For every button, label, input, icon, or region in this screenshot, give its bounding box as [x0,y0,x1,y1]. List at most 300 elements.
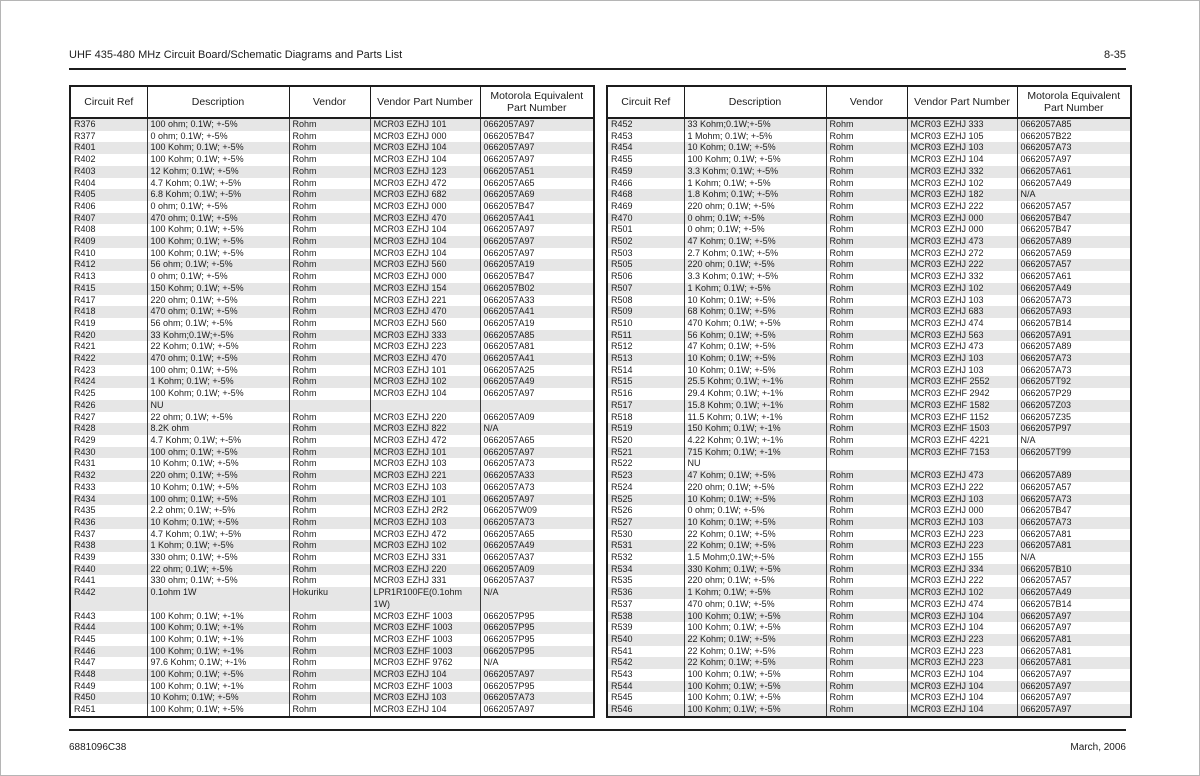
table-row [70,622,594,634]
cell-circuit-ref: R410 [70,248,147,260]
table-row [607,131,1131,143]
cell-description: 10 Kohm; 0.1W; +-5% [684,295,826,307]
table-row [607,657,1131,669]
cell-description: 3.3 Kohm; 0.1W; +-5% [684,166,826,178]
cell-circuit-ref: R442 [70,587,147,610]
table-row [607,224,1131,236]
cell-description: 12 Kohm; 0.1W; +-5% [147,166,289,178]
table-row [70,692,594,704]
cell-circuit-ref: R422 [70,353,147,365]
cell-description: 47 Kohm; 0.1W; +-5% [684,236,826,248]
cell-vendor: Rohm [826,295,907,307]
cell-circuit-ref: R436 [70,517,147,529]
cell-description: NU [147,400,289,412]
table-row [70,494,594,506]
cell-motorola-part-number: 0662057A73 [1017,142,1131,154]
cell-vendor: Rohm [826,599,907,611]
cell-circuit-ref: R512 [607,341,684,353]
cell-circuit-ref: R455 [607,154,684,166]
cell-vendor: Rohm [289,166,370,178]
col-header-circuit-ref: Circuit Ref [607,86,684,118]
table-row [607,564,1131,576]
table-row [70,341,594,353]
cell-description: 100 Kohm; 0.1W; +-5% [147,154,289,166]
cell-vendor-part-number: MCR03 EZHF 1003 [370,634,480,646]
cell-description: 1.5 Mohm;0.1W;+-5% [684,552,826,564]
cell-description: 10 Kohm; 0.1W; +-5% [147,482,289,494]
cell-vendor: Rohm [826,587,907,599]
cell-motorola-part-number: 0662057A73 [1017,365,1131,377]
cell-circuit-ref: R542 [607,657,684,669]
cell-circuit-ref: R532 [607,552,684,564]
cell-motorola-part-number: 0662057A69 [480,189,594,201]
cell-vendor: Rohm [826,142,907,154]
cell-description: 0 ohm; 0.1W; +-5% [147,271,289,283]
table-row [607,646,1131,658]
cell-vendor-part-number: MCR03 EZHF 1503 [907,423,1017,435]
cell-vendor: Rohm [826,470,907,482]
cell-motorola-part-number: 0662057A81 [1017,657,1131,669]
cell-vendor: Rohm [826,611,907,623]
table-row [607,681,1131,693]
cell-description: 100 Kohm; 0.1W; +-5% [684,622,826,634]
col-header-description: Description [147,86,289,118]
table-row [607,435,1131,447]
cell-circuit-ref: R544 [607,681,684,693]
cell-description: 1 Kohm; 0.1W; +-5% [684,178,826,190]
cell-circuit-ref: R434 [70,494,147,506]
table-header [607,86,1131,118]
cell-motorola-part-number: 0662057A37 [480,575,594,587]
cell-motorola-part-number: 0662057A41 [480,306,594,318]
cell-circuit-ref: R446 [70,646,147,658]
cell-vendor-part-number: MCR03 EZHJ 272 [907,248,1017,260]
cell-circuit-ref: R531 [607,540,684,552]
cell-vendor: Rohm [826,482,907,494]
cell-circuit-ref: R525 [607,494,684,506]
cell-description: 22 ohm; 0.1W; +-5% [147,564,289,576]
cell-circuit-ref: R517 [607,400,684,412]
cell-description: 10 Kohm; 0.1W; +-5% [147,517,289,529]
cell-vendor-part-number: MCR03 EZHF 4221 [907,435,1017,447]
cell-circuit-ref: R404 [70,178,147,190]
cell-circuit-ref: R425 [70,388,147,400]
cell-motorola-part-number: 0662057A73 [480,482,594,494]
cell-circuit-ref: R546 [607,704,684,717]
cell-motorola-part-number: 0662057A73 [1017,494,1131,506]
cell-vendor-part-number: MCR03 EZHJ 104 [370,142,480,154]
cell-vendor-part-number: MCR03 EZHJ 102 [907,283,1017,295]
table-row [70,517,594,529]
cell-circuit-ref: R406 [70,201,147,213]
cell-description: 100 Kohm; 0.1W; +-1% [147,622,289,634]
cell-motorola-part-number: 0662057A85 [480,330,594,342]
cell-circuit-ref: R449 [70,681,147,693]
cell-vendor-part-number: MCR03 EZHJ 563 [907,330,1017,342]
cell-motorola-part-number: 0662057A97 [480,494,594,506]
cell-description: 100 Kohm; 0.1W; +-1% [147,646,289,658]
cell-description: 47 Kohm; 0.1W; +-5% [684,341,826,353]
cell-description: 4.7 Kohm; 0.1W; +-5% [147,435,289,447]
table-row [70,376,594,388]
cell-vendor: Rohm [826,447,907,459]
cell-vendor-part-number: MCR03 EZHJ 223 [370,341,480,353]
cell-vendor: Rohm [289,669,370,681]
table-row [70,388,594,400]
cell-vendor-part-number: MCR03 EZHJ 000 [907,224,1017,236]
col-header-vendor: Vendor [826,86,907,118]
cell-motorola-part-number: 0662057P95 [480,646,594,658]
table-row [607,283,1131,295]
cell-circuit-ref: R433 [70,482,147,494]
cell-vendor-part-number: MCR03 EZHJ 332 [907,166,1017,178]
header-row [70,86,594,118]
cell-circuit-ref: R524 [607,482,684,494]
table-row [70,154,594,166]
cell-circuit-ref: R402 [70,154,147,166]
table-row [70,669,594,681]
cell-vendor-part-number: MCR03 EZHF 2942 [907,388,1017,400]
cell-motorola-part-number: 0662057B47 [480,131,594,143]
page-header [69,49,1126,61]
cell-circuit-ref: R412 [70,259,147,271]
cell-description: 150 Kohm; 0.1W; +-1% [684,423,826,435]
cell-motorola-part-number: 0662057A59 [1017,248,1131,260]
right-table-body [607,118,1131,717]
footer-part-number: 6881096C38 [69,742,127,753]
cell-circuit-ref: R534 [607,564,684,576]
cell-vendor-part-number: MCR03 EZHJ 102 [370,376,480,388]
cell-vendor-part-number: MCR03 EZHJ 101 [370,494,480,506]
cell-description: 100 Kohm; 0.1W; +-5% [684,154,826,166]
cell-vendor-part-number: MCR03 EZHJ 104 [370,236,480,248]
cell-vendor-part-number: MCR03 EZHF 9762 [370,657,480,669]
table-row [607,470,1131,482]
cell-vendor-part-number: LPR1R100FE(0.1ohm 1W) [370,587,480,610]
table-row [70,611,594,623]
table-row [607,154,1131,166]
cell-vendor: Rohm [826,634,907,646]
cell-circuit-ref: R426 [70,400,147,412]
cell-motorola-part-number [480,400,594,412]
table-row [607,458,1131,470]
cell-circuit-ref: R427 [70,412,147,424]
cell-vendor-part-number: MCR03 EZHJ 2R2 [370,505,480,517]
cell-description: 10 Kohm; 0.1W; +-5% [684,142,826,154]
cell-description: 4.7 Kohm; 0.1W; +-5% [147,178,289,190]
cell-vendor-part-number: MCR03 EZHJ 682 [370,189,480,201]
col-header-motorola-part-number: Motorola Equivalent Part Number [480,86,594,118]
cell-vendor: Rohm [826,365,907,377]
table-row [607,236,1131,248]
table-row [70,118,594,131]
cell-description: 10 Kohm; 0.1W; +-5% [147,692,289,704]
cell-description: 22 Kohm; 0.1W; +-5% [684,540,826,552]
cell-vendor-part-number: MCR03 EZHJ 470 [370,213,480,225]
table-row [607,599,1131,611]
table-row [607,166,1131,178]
cell-vendor-part-number: MCR03 EZHJ 103 [370,458,480,470]
table-row [70,634,594,646]
cell-description: 1.8 Kohm; 0.1W; +-5% [684,189,826,201]
cell-description: 10 Kohm; 0.1W; +-5% [147,458,289,470]
cell-motorola-part-number: N/A [1017,435,1131,447]
cell-motorola-part-number: 0662057A73 [1017,295,1131,307]
cell-vendor: Rohm [289,189,370,201]
cell-circuit-ref: R428 [70,423,147,435]
cell-circuit-ref: R401 [70,142,147,154]
col-header-vendor-part-number: Vendor Part Number [907,86,1017,118]
cell-circuit-ref: R543 [607,669,684,681]
cell-motorola-part-number: 0662057A33 [480,295,594,307]
table-row [70,248,594,260]
cell-circuit-ref: R540 [607,634,684,646]
cell-vendor: Rohm [289,540,370,552]
cell-circuit-ref: R405 [70,189,147,201]
cell-description: 220 ohm; 0.1W; +-5% [684,259,826,271]
cell-motorola-part-number: 0662057A97 [1017,681,1131,693]
cell-vendor: Rohm [826,657,907,669]
cell-circuit-ref: R521 [607,447,684,459]
cell-vendor: Rohm [826,575,907,587]
cell-motorola-part-number: 0662057A89 [1017,341,1131,353]
cell-vendor-part-number: MCR03 EZHJ 222 [907,482,1017,494]
cell-circuit-ref: R507 [607,283,684,295]
table-row [70,283,594,295]
cell-motorola-part-number: 0662057A73 [1017,353,1131,365]
cell-vendor: Rohm [289,271,370,283]
cell-motorola-part-number: 0662057A97 [480,224,594,236]
cell-vendor: Rohm [289,201,370,213]
left-table-body [70,118,594,717]
cell-description: 100 Kohm; 0.1W; +-1% [147,634,289,646]
cell-vendor-part-number: MCR03 EZHJ 103 [907,365,1017,377]
cell-vendor-part-number: MCR03 EZHJ 101 [370,447,480,459]
cell-circuit-ref: R514 [607,365,684,377]
table-row [70,213,594,225]
table-row [70,435,594,447]
cell-motorola-part-number: 0662057A97 [480,248,594,260]
cell-description: 0 ohm; 0.1W; +-5% [147,201,289,213]
cell-motorola-part-number: 0662057A41 [480,353,594,365]
cell-vendor-part-number: MCR03 EZHJ 474 [907,599,1017,611]
cell-vendor-part-number: MCR03 EZHJ 104 [907,622,1017,634]
cell-vendor-part-number: MCR03 EZHJ 223 [907,634,1017,646]
cell-motorola-part-number: 0662057A97 [480,118,594,131]
cell-vendor-part-number: MCR03 EZHJ 104 [907,692,1017,704]
cell-vendor: Rohm [826,283,907,295]
cell-motorola-part-number: 0662057B14 [1017,318,1131,330]
table-row [70,295,594,307]
cell-circuit-ref: R518 [607,412,684,424]
parts-table-right [606,85,1132,718]
cell-vendor-part-number: MCR03 EZHJ 104 [907,611,1017,623]
cell-vendor-part-number: MCR03 EZHJ 182 [907,189,1017,201]
cell-description: 11.5 Kohm; 0.1W; +-1% [684,412,826,424]
cell-motorola-part-number: 0662057P95 [480,681,594,693]
cell-vendor-part-number: MCR03 EZHJ 472 [370,178,480,190]
cell-vendor-part-number: MCR03 EZHJ 223 [907,646,1017,658]
table-row [607,306,1131,318]
cell-motorola-part-number: 0662057B14 [1017,599,1131,611]
cell-circuit-ref: R413 [70,271,147,283]
cell-vendor-part-number: MCR03 EZHJ 102 [907,587,1017,599]
cell-circuit-ref: R516 [607,388,684,400]
cell-vendor: Rohm [826,166,907,178]
cell-motorola-part-number: 0662057A57 [1017,201,1131,213]
table-row [70,412,594,424]
cell-description: 100 Kohm; 0.1W; +-5% [684,611,826,623]
cell-vendor: Rohm [289,353,370,365]
cell-description: 100 Kohm; 0.1W; +-5% [684,669,826,681]
cell-vendor-part-number: MCR03 EZHJ 470 [370,306,480,318]
cell-vendor-part-number: MCR03 EZHJ 222 [907,201,1017,213]
cell-circuit-ref: R503 [607,248,684,260]
cell-vendor: Rohm [289,341,370,353]
table-row [607,575,1131,587]
cell-vendor-part-number: MCR03 EZHJ 104 [370,154,480,166]
cell-vendor: Rohm [289,318,370,330]
cell-motorola-part-number: 0662057A57 [1017,575,1131,587]
col-header-motorola-part-number: Motorola Equivalent Part Number [1017,86,1131,118]
table-row [607,295,1131,307]
table-row [70,131,594,143]
cell-description: 100 Kohm; 0.1W; +-5% [147,388,289,400]
cell-vendor-part-number: MCR03 EZHJ 223 [907,529,1017,541]
cell-vendor: Rohm [289,412,370,424]
cell-circuit-ref: R420 [70,330,147,342]
cell-vendor: Rohm [826,131,907,143]
cell-vendor: Rohm [826,692,907,704]
cell-vendor-part-number: MCR03 EZHF 7153 [907,447,1017,459]
cell-vendor: Rohm [826,248,907,260]
table-row [607,376,1131,388]
tables-container [69,85,1132,718]
cell-description: 100 ohm; 0.1W; +-5% [147,365,289,377]
cell-vendor-part-number: MCR03 EZHJ 560 [370,318,480,330]
cell-description: 1 Kohm; 0.1W; +-5% [147,376,289,388]
cell-description: NU [684,458,826,470]
cell-circuit-ref: R418 [70,306,147,318]
cell-vendor: Rohm [826,540,907,552]
cell-circuit-ref: R450 [70,692,147,704]
table-row [70,564,594,576]
cell-vendor: Rohm [289,283,370,295]
cell-description: 100 ohm; 0.1W; +-5% [147,494,289,506]
cell-vendor: Rohm [826,646,907,658]
cell-vendor-part-number: MCR03 EZHJ 101 [370,118,480,131]
cell-vendor-part-number: MCR03 EZHJ 104 [370,388,480,400]
cell-circuit-ref: R423 [70,365,147,377]
cell-vendor: Rohm [289,213,370,225]
cell-vendor: Rohm [289,330,370,342]
cell-vendor: Rohm [826,412,907,424]
cell-description: 220 ohm; 0.1W; +-5% [684,575,826,587]
footer-date: March, 2006 [1070,742,1126,753]
table-row [607,388,1131,400]
cell-vendor: Rohm [289,681,370,693]
cell-description: 2.7 Kohm; 0.1W; +-5% [684,248,826,260]
cell-vendor-part-number: MCR03 EZHJ 221 [370,295,480,307]
table-row [607,540,1131,552]
cell-motorola-part-number: 0662057A81 [1017,646,1131,658]
cell-motorola-part-number: 0662057A73 [480,458,594,470]
cell-circuit-ref: R470 [607,213,684,225]
table-row [607,189,1131,201]
cell-vendor: Rohm [289,529,370,541]
cell-vendor: Rohm [289,646,370,658]
table-row [607,365,1131,377]
table-row [70,540,594,552]
cell-vendor-part-number: MCR03 EZHJ 000 [370,271,480,283]
cell-description: 4.22 Kohm; 0.1W; +-1% [684,435,826,447]
cell-vendor: Rohm [289,447,370,459]
cell-description: 29.4 Kohm; 0.1W; +-1% [684,388,826,400]
table-row [70,575,594,587]
table-row [607,611,1131,623]
cell-motorola-part-number: 0662057Z03 [1017,400,1131,412]
cell-vendor-part-number: MCR03 EZHJ 104 [370,248,480,260]
cell-vendor: Rohm [826,517,907,529]
cell-vendor: Rohm [826,435,907,447]
cell-description: 330 ohm; 0.1W; +-5% [147,575,289,587]
cell-vendor-part-number: MCR03 EZHJ 104 [907,154,1017,166]
cell-circuit-ref: R409 [70,236,147,248]
table-row [607,400,1131,412]
cell-vendor-part-number: MCR03 EZHJ 104 [907,681,1017,693]
cell-description: 47 Kohm; 0.1W; +-5% [684,470,826,482]
cell-circuit-ref: R510 [607,318,684,330]
cell-motorola-part-number: 0662057B10 [1017,564,1131,576]
cell-description: 470 ohm; 0.1W; +-5% [684,599,826,611]
cell-motorola-part-number: 0662057A41 [480,213,594,225]
cell-vendor-part-number: MCR03 EZHJ 683 [907,306,1017,318]
cell-motorola-part-number: 0662057B02 [480,283,594,295]
cell-circuit-ref: R376 [70,118,147,131]
cell-vendor-part-number: MCR03 EZHJ 333 [370,330,480,342]
cell-vendor-part-number: MCR03 EZHJ 474 [907,318,1017,330]
cell-vendor: Rohm [289,224,370,236]
cell-circuit-ref: R511 [607,330,684,342]
cell-vendor: Rohm [289,517,370,529]
cell-circuit-ref: R538 [607,611,684,623]
table-row [70,330,594,342]
cell-vendor: Rohm [289,178,370,190]
cell-motorola-part-number: 0662057A97 [480,154,594,166]
cell-vendor: Rohm [289,482,370,494]
table-row [607,142,1131,154]
cell-circuit-ref: R441 [70,575,147,587]
table-row [70,271,594,283]
table-row [607,552,1131,564]
table-row [70,470,594,482]
cell-circuit-ref: R519 [607,423,684,435]
cell-circuit-ref: R526 [607,505,684,517]
cell-motorola-part-number: 0662057A81 [1017,529,1131,541]
cell-description: 470 Kohm; 0.1W; +-5% [684,318,826,330]
table-row [70,447,594,459]
cell-vendor-part-number: MCR03 EZHJ 470 [370,353,480,365]
cell-motorola-part-number: 0662057A97 [1017,692,1131,704]
cell-vendor: Rohm [826,213,907,225]
cell-circuit-ref: R535 [607,575,684,587]
cell-vendor-part-number: MCR03 EZHJ 472 [370,529,480,541]
page-footer [69,742,1126,753]
cell-motorola-part-number: 0662057A97 [480,669,594,681]
cell-description: 33 Kohm;0.1W;+-5% [147,330,289,342]
cell-description: 100 Kohm; 0.1W; +-5% [147,704,289,717]
table-row [70,529,594,541]
